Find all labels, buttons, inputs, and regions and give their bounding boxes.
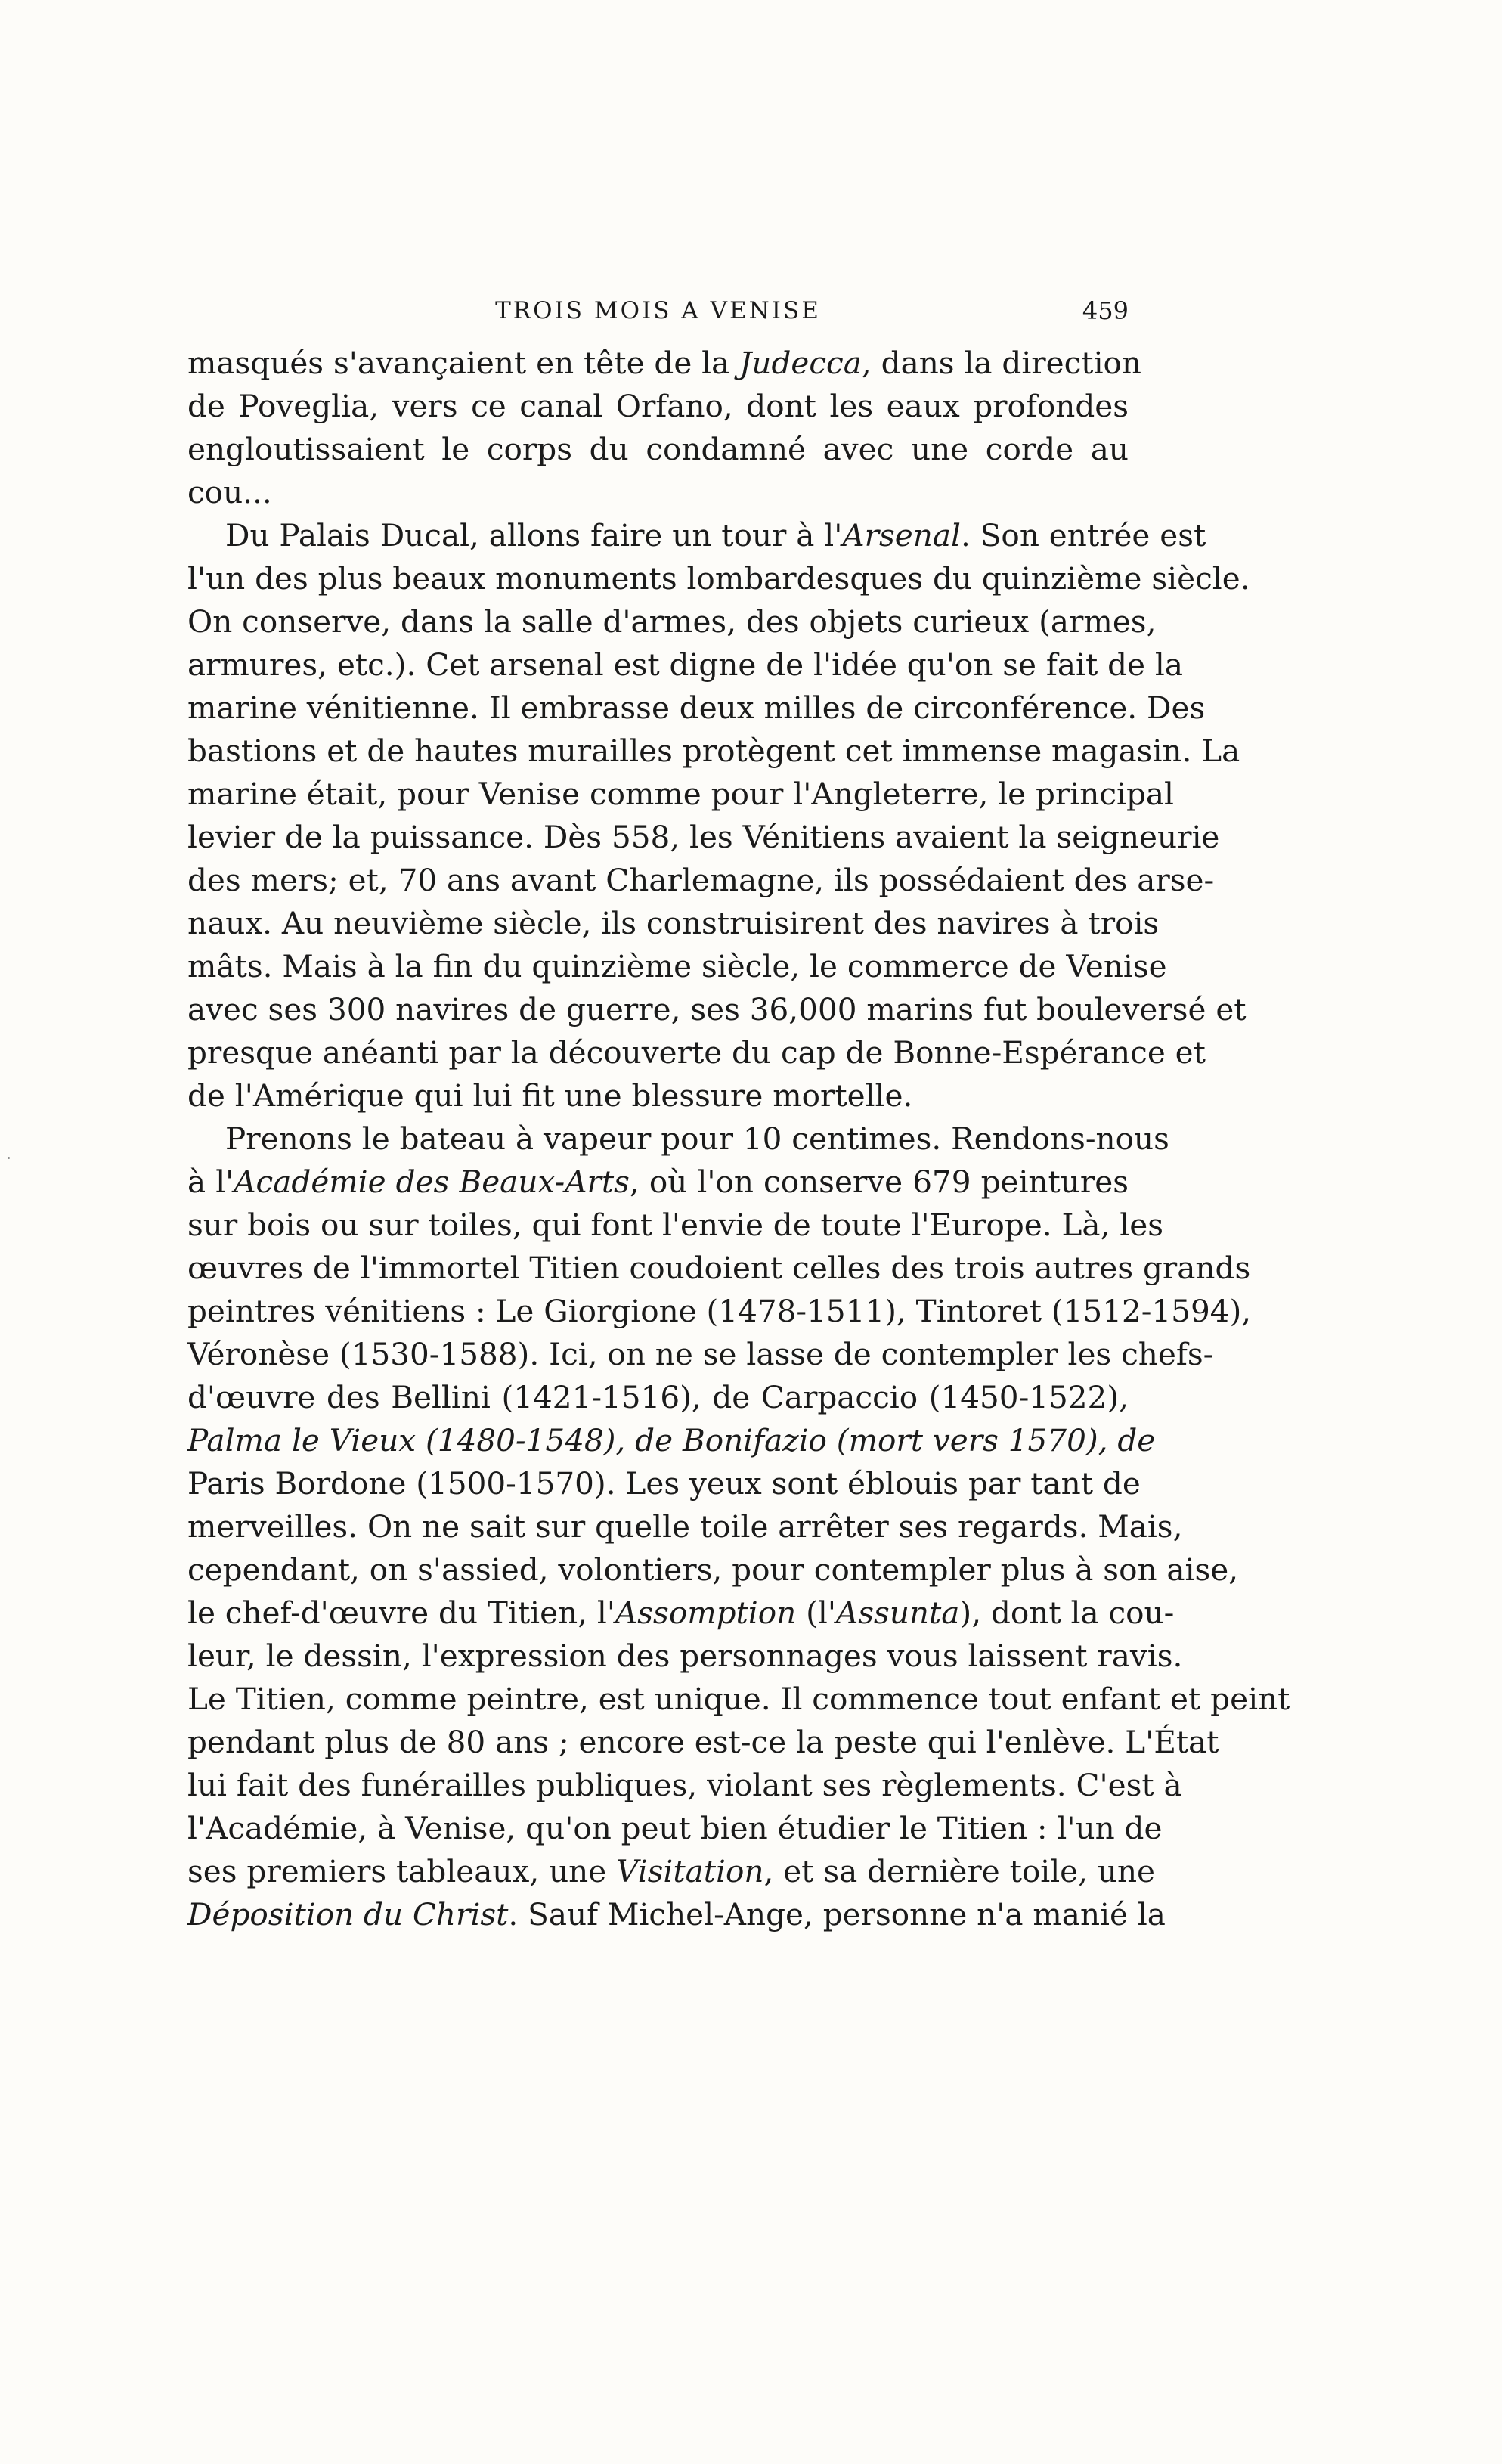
- text-line: lui fait des funérailles publiques, violant ses règlements. C'est à: [187, 1767, 1182, 1803]
- text-line: à l'Académie des Beaux-Arts, où l'on conserve 679 peintures: [187, 1164, 1129, 1200]
- italic-phrase: Assomption: [615, 1595, 797, 1631]
- page-header: [187, 292, 1129, 330]
- text-line: peintres vénitiens : Le Giorgione (1478-1511), Tintoret (1512-1594),: [187, 1293, 1252, 1329]
- text-line: On conserve, dans la salle d'armes, des objets curieux (armes,: [187, 603, 1157, 640]
- italic-phrase: Arsenal: [842, 517, 961, 553]
- text-line: de Poveglia, vers ce canal Orfano, dont les eaux profondes: [187, 388, 1129, 424]
- text-line: Prenons le bateau à vapeur pour 10 centimes. Rendons-nous: [225, 1120, 1169, 1157]
- italic-phrase: Assunta: [836, 1595, 960, 1631]
- text-line: cou...: [187, 474, 272, 510]
- text-line: levier de la puissance. Dès 558, les Vénitiens avaient la seigneurie: [187, 819, 1220, 855]
- text-line: leur, le dessin, l'expression des personnages vous laissent ravis.: [187, 1638, 1183, 1674]
- text-line: avec ses 300 navires de guerre, ses 36,000 marins fut bouleversé et: [187, 991, 1247, 1027]
- text-line: d'œuvre des Bellini (1421-1516), de Carpaccio (1450-1522),: [187, 1379, 1129, 1415]
- print-speck: [8, 1157, 10, 1159]
- italic-phrase: Palma le Vieux (1480-1548), de Bonifazio (mort vers 1570), de: [187, 1422, 1156, 1458]
- text-line: l'Académie, à Venise, qu'on peut bien étudier le Titien : l'un de: [187, 1810, 1163, 1846]
- italic-phrase: Académie des Beaux-Arts: [234, 1164, 630, 1200]
- text-line: le chef-d'œuvre du Titien, l'Assomption (l'Assunta), dont la cou-: [187, 1595, 1175, 1631]
- text-line: des mers; et, 70 ans avant Charlemagne, ils possédaient des arse-: [187, 862, 1215, 898]
- text-line: cependant, on s'assied, volontiers, pour contempler plus à son aise,: [187, 1551, 1239, 1588]
- text-line: œuvres de l'immortel Titien coudoient celles des trois autres grands: [187, 1250, 1251, 1286]
- page-number: 459: [1082, 296, 1129, 325]
- text-line: presque anéanti par la découverte du cap de Bonne-Espérance et: [187, 1034, 1206, 1071]
- text-line: merveilles. On ne sait sur quelle toile arrêter ses regards. Mais,: [187, 1508, 1183, 1545]
- text-line: engloutissaient le corps du condamné avec une corde au: [187, 431, 1129, 467]
- text-line: masqués s'avançaient en tête de la Judecca, dans la direction: [187, 345, 1142, 381]
- text-line: marine était, pour Venise comme pour l'Angleterre, le principal: [187, 776, 1174, 812]
- text-line: Le Titien, comme peintre, est unique. Il commence tout enfant et peint: [187, 1681, 1290, 1717]
- body-text: [187, 342, 1290, 1936]
- text-line: de l'Amérique qui lui fit une blessure mortelle.: [187, 1077, 913, 1114]
- italic-phrase: Judecca: [739, 345, 862, 381]
- text-line: Véronèse (1530-1588). Ici, on ne se lasse de contempler les chefs-: [187, 1336, 1214, 1372]
- italic-phrase: Déposition du Christ: [187, 1896, 509, 1932]
- text-line: bastions et de hautes murailles protègent cet immense magasin. La: [187, 733, 1240, 769]
- text-line: marine vénitienne. Il embrasse deux milles de circonférence. Des: [187, 690, 1206, 726]
- text-line: Du Palais Ducal, allons faire un tour à l'Arsenal. Son entrée est: [225, 517, 1206, 553]
- text-line: mâts. Mais à la fin du quinzième siècle, le commerce de Venise: [187, 948, 1167, 984]
- text-line: ses premiers tableaux, une Visitation, et sa dernière toile, une: [187, 1853, 1155, 1889]
- text-line: l'un des plus beaux monuments lombardesques du quinzième siècle.: [187, 560, 1250, 597]
- text-line: naux. Au neuvième siècle, ils construisirent des navires à trois: [187, 905, 1160, 941]
- text-line: Déposition du Christ. Sauf Michel-Ange, personne n'a manié la: [187, 1896, 1166, 1932]
- italic-phrase: Visitation: [616, 1853, 764, 1889]
- text-line: [187, 1419, 1156, 1462]
- text-line: Paris Bordone (1500-1570). Les yeux sont éblouis par tant de: [187, 1465, 1141, 1502]
- text-line: pendant plus de 80 ans ; encore est-ce la peste qui l'enlève. L'État: [187, 1724, 1219, 1760]
- running-title: TROIS MOIS A VENISE: [495, 297, 821, 324]
- text-line: sur bois ou sur toiles, qui font l'envie de toute l'Europe. Là, les: [187, 1207, 1164, 1243]
- text-line: armures, etc.). Cet arsenal est digne de l'idée qu'on se fait de la: [187, 646, 1184, 683]
